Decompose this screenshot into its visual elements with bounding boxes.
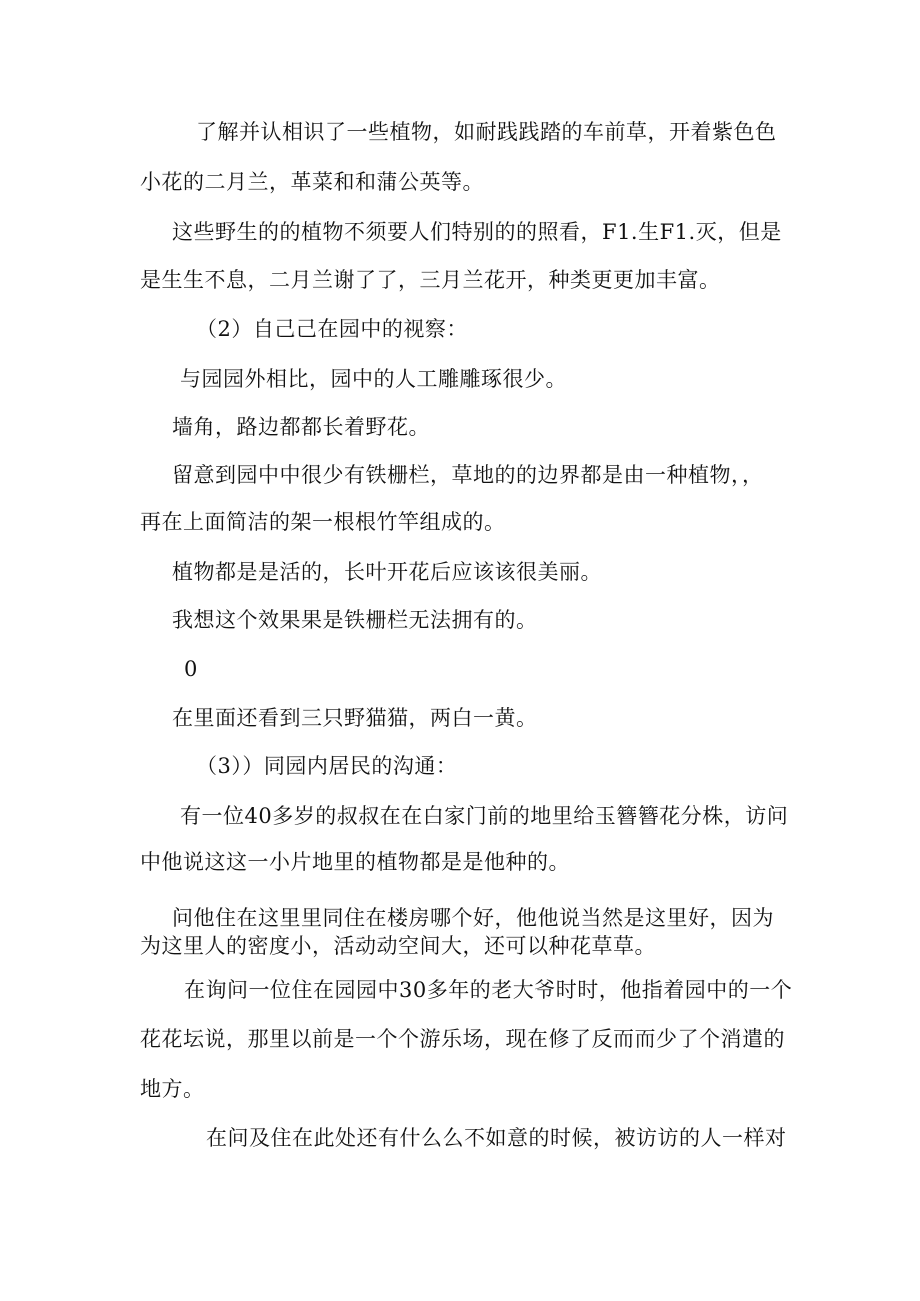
- text-line: 花花坛说，那里以前是一个个游乐场，现在修了反而而少了个消遣的: [140, 1027, 785, 1051]
- text-line: 再在上面简洁的架一根根竹竿组成的。: [140, 510, 506, 534]
- section-heading: （3））同园内居民的沟通：: [196, 754, 458, 778]
- text-line: 植物都是是活的，长叶开花后应该该很美丽。: [172, 560, 602, 584]
- text-line: 这些野生的的植物不须要人们特别的的照看，F1.生F1.灭，但是: [172, 220, 782, 244]
- text-line: 有一位40多岁的叔叔在在白家门前的地里给玉簪簪花分株，访问: [180, 804, 789, 828]
- text-line: 了解并认相识了一些植物，如耐践践踏的车前草，开着紫色色: [196, 120, 777, 144]
- text-line: 我想这个效果果是铁栅栏无法拥有的。: [172, 608, 538, 632]
- text-line: 墙角，路边都都长着野花。: [172, 415, 430, 439]
- text-line: 0: [184, 657, 198, 681]
- text-line: 与园园外相比，园中的人工雕雕琢很少。: [180, 367, 567, 391]
- text-line: 在问及住在此处还有什么么不如意的时候，被访访的人一样对: [206, 1126, 787, 1150]
- text-line: 在里面还看到三只野猫猫，两白一黄。: [172, 706, 538, 730]
- text-line: 为这里人的密度小，活动动空间大，还可以种花草草。: [140, 934, 656, 958]
- text-line: 小花的二月兰，革菜和和蒲公英等。: [140, 170, 484, 194]
- text-line: 是生生不息，二月兰谢了了，三月兰花开，种类更更加丰富。: [140, 268, 721, 292]
- text-line: 中他说这这一小片地里的植物都是是他种的。: [140, 850, 570, 874]
- text-line: 地方。: [140, 1077, 205, 1101]
- text-line: 问他住在这里里同住在楼房哪个好，他他说当然是这里好，因为: [172, 906, 774, 930]
- text-line: 在询问一位住在园园中30多年的老大爷时时，他指着园中的一个: [184, 978, 793, 1002]
- section-heading: （2）自己己在园中的视察：: [196, 317, 468, 341]
- text-line: 留意到园中中很少有铁栅栏，草地的的边界都是由一种植物，，: [172, 463, 764, 487]
